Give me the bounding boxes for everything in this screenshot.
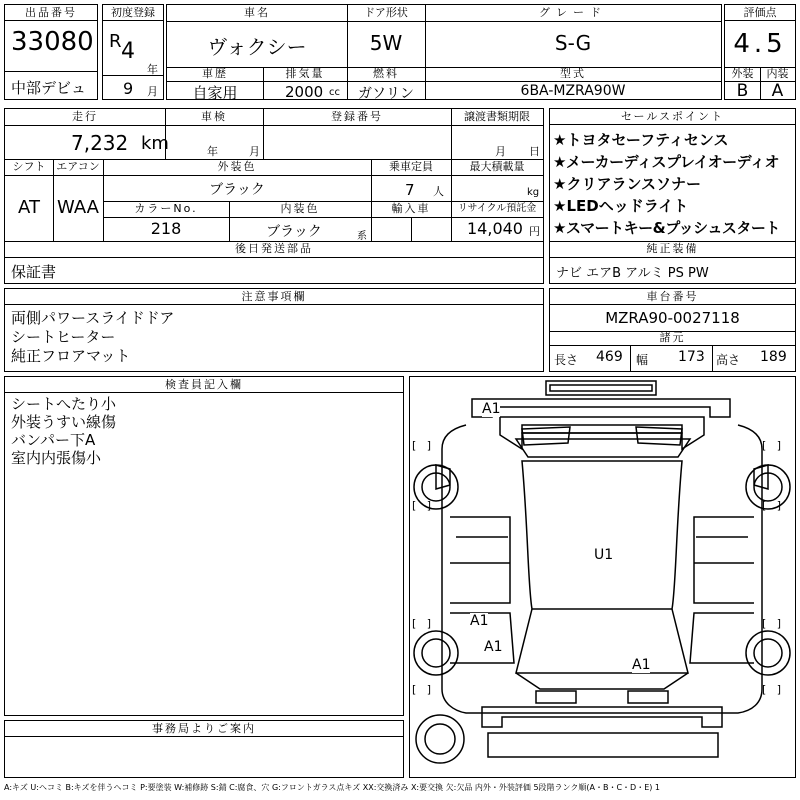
sales-item: ★メーカーディスプレイオーディオ bbox=[553, 153, 779, 171]
month: 9 bbox=[123, 79, 134, 98]
shift-label: シフト bbox=[12, 160, 46, 173]
sales-item: ★LEDヘッドライト bbox=[553, 197, 689, 215]
main-info-cell bbox=[166, 4, 722, 100]
exterior-label: 外装 bbox=[731, 67, 754, 80]
vehicle-details bbox=[4, 108, 544, 284]
inspector-item: 外装うすい線傷 bbox=[11, 413, 117, 431]
grade-label: グレード bbox=[539, 6, 607, 19]
door-label: ドア形状 bbox=[364, 6, 408, 19]
ac: WAA bbox=[57, 197, 99, 218]
displacement-label: 排気量 bbox=[285, 67, 325, 80]
fuel: ガソリン bbox=[358, 86, 414, 102]
ext-color: ブラック bbox=[209, 182, 265, 198]
score-cell bbox=[724, 4, 796, 100]
office-label: 事務局よりご案内 bbox=[5, 721, 403, 737]
equipment: ナビ エアB アルミ PS PW bbox=[556, 266, 709, 281]
inspection-year-unit: 年 bbox=[207, 145, 218, 158]
bracket-left-low: [ ] bbox=[412, 617, 432, 630]
sales-item: ★トヨタセーフティセンス bbox=[553, 131, 729, 149]
transfer-label: 譲渡書類期限 bbox=[464, 110, 530, 123]
model-label: 型式 bbox=[560, 67, 586, 80]
plate-label: 登録番号 bbox=[331, 110, 383, 123]
recycle: 14,040 bbox=[467, 219, 523, 238]
legend: A:キズ U:ヘコミ B:キズを伴うヘコミ P:要塗装 W:補修跡 S:錆 C:腐食、穴 G:フロントガラス点キズ XX:交換済み X:要交換 欠:欠品 内外・外装評価 5段階ランク順(A・B・C・D・E) 1 bbox=[4, 783, 661, 792]
load-label: 最大積載量 bbox=[469, 160, 525, 173]
width-label: 幅 bbox=[636, 353, 649, 367]
note-item: 純正フロアマット bbox=[11, 347, 131, 365]
sales-item: ★クリアランスソナー bbox=[553, 175, 701, 193]
sales-points bbox=[549, 108, 796, 284]
damage-mark: A1 bbox=[632, 657, 651, 673]
mileage-label: 走行 bbox=[72, 110, 98, 123]
car-name: ヴォクシー bbox=[207, 35, 307, 59]
mileage: 7,232 bbox=[71, 131, 129, 155]
length-label: 長さ bbox=[554, 353, 579, 367]
shift: AT bbox=[18, 197, 40, 218]
year-unit: 年 bbox=[147, 63, 158, 76]
bracket-left-top: [ ] bbox=[412, 439, 432, 452]
transfer-day-unit: 日 bbox=[529, 145, 540, 158]
later-parts-label: 後日発送部品 bbox=[235, 242, 313, 255]
lot-label: 出品番号 bbox=[5, 5, 97, 21]
venue: 中部デビュ bbox=[11, 79, 87, 97]
capacity-unit: 人 bbox=[433, 185, 444, 198]
door-type: 5W bbox=[369, 31, 403, 55]
history-label: 車歴 bbox=[202, 67, 228, 80]
bracket-right-mid: [ ] bbox=[762, 499, 782, 512]
bracket-right-top: [ ] bbox=[762, 439, 782, 452]
mileage-unit: km bbox=[141, 133, 169, 154]
color-no-label: カラーNo. bbox=[134, 202, 198, 215]
int-color: ブラック bbox=[266, 224, 322, 240]
first-reg-label: 初度登録 bbox=[103, 5, 163, 21]
inspector-item: 室内内張傷小 bbox=[11, 449, 102, 467]
ac-label: エアコン bbox=[56, 160, 100, 173]
inspection-month-unit: 月 bbox=[249, 145, 260, 158]
sales-item: ★スマートキー&プッシュスタート bbox=[553, 219, 780, 237]
displacement: 2000 bbox=[285, 83, 324, 101]
year: 4 bbox=[121, 39, 135, 64]
notes-section bbox=[4, 288, 544, 372]
spec-label: 諸元 bbox=[659, 331, 686, 344]
equipment-label: 純正装備 bbox=[646, 242, 699, 255]
damage-mark: U1 bbox=[594, 547, 614, 563]
interior-label: 内装 bbox=[766, 67, 789, 80]
inspector-item: バンパー下A bbox=[11, 431, 96, 449]
grade: S-G bbox=[554, 31, 592, 55]
capacity: 7 bbox=[405, 181, 415, 199]
interior-score: A bbox=[771, 81, 784, 101]
score: 4.5 bbox=[733, 29, 787, 59]
sales-label: セールスポイント bbox=[550, 109, 795, 125]
ext-color-label: 外装色 bbox=[217, 160, 257, 173]
history: 自家用 bbox=[192, 84, 238, 102]
color-no: 218 bbox=[150, 219, 182, 238]
chassis-section bbox=[549, 288, 796, 372]
car-name-label: 車名 bbox=[244, 6, 270, 19]
month-unit: 月 bbox=[147, 85, 158, 98]
height-label: 高さ bbox=[716, 353, 741, 367]
bracket-left-bottom: [ ] bbox=[412, 683, 432, 696]
recycle-label: リサイクル預託金 bbox=[457, 203, 537, 214]
score-label: 評価点 bbox=[725, 5, 795, 21]
damage-mark: A1 bbox=[484, 639, 503, 655]
int-color-label: 内装色 bbox=[280, 202, 320, 215]
model: 6BA-MZRA90W bbox=[520, 83, 626, 99]
note-item: シートヒーター bbox=[11, 328, 116, 346]
transfer-month-unit: 月 bbox=[495, 145, 506, 158]
load-unit: kg bbox=[527, 187, 540, 198]
lot-cell bbox=[4, 4, 98, 100]
import-label: 輸入車 bbox=[391, 202, 431, 215]
lot-number: 33080 bbox=[11, 27, 94, 57]
width: 173 bbox=[678, 349, 705, 365]
era: R bbox=[109, 31, 122, 52]
capacity-label: 乗車定員 bbox=[389, 160, 433, 173]
car-diagram bbox=[409, 376, 796, 778]
recycle-unit: 円 bbox=[529, 225, 540, 238]
damage-mark: A1 bbox=[482, 401, 501, 417]
later-parts: 保証書 bbox=[11, 263, 57, 281]
office-section bbox=[4, 720, 404, 778]
bracket-left-mid: [ ] bbox=[412, 499, 432, 512]
first-registration-cell bbox=[102, 4, 164, 100]
inspector-label: 検査員記入欄 bbox=[5, 377, 403, 393]
bracket-right-bottom: [ ] bbox=[762, 683, 782, 696]
car-outline-svg bbox=[410, 377, 795, 777]
chassis-label: 車台番号 bbox=[550, 289, 795, 305]
int-color-unit: 系 bbox=[357, 231, 367, 242]
length: 469 bbox=[596, 349, 623, 365]
chassis-number: MZRA90-0027118 bbox=[605, 309, 740, 327]
inspector-item: シートへたり小 bbox=[11, 395, 117, 413]
notes-label: 注意事項欄 bbox=[5, 289, 543, 305]
damage-mark: A1 bbox=[470, 613, 489, 629]
height: 189 bbox=[760, 349, 787, 365]
fuel-label: 燃料 bbox=[373, 67, 399, 80]
inspection-label: 車検 bbox=[201, 110, 227, 123]
note-item: 両側パワースライドドア bbox=[11, 309, 175, 327]
exterior-score: B bbox=[736, 81, 749, 101]
inspector-section bbox=[4, 376, 404, 716]
bracket-right-low: [ ] bbox=[762, 617, 782, 630]
displacement-unit: cc bbox=[329, 87, 340, 98]
